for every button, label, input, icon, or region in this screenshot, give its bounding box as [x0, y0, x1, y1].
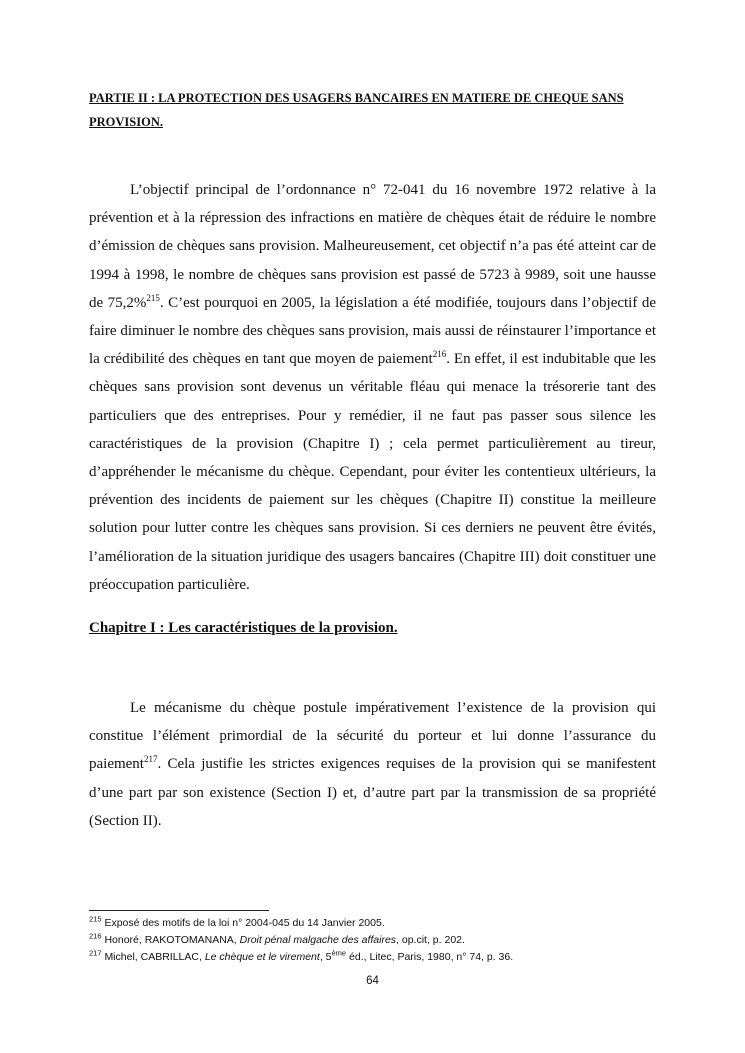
footnote-ref-215: 215	[146, 292, 160, 303]
page-number: 64	[366, 975, 379, 987]
footnote-217: $^{217}$ Michel, CABRILLAC, Le chèque et le virement, 5ème éd., Litec, Paris, 1980, n° 74, p. 36.	[89, 948, 514, 963]
footnotes	[89, 915, 689, 966]
footnote-ref-217: 217	[143, 754, 158, 765]
part-title	[89, 86, 656, 134]
chapter-paragraph: Le mécanisme du chèque postule impérativement l’existence de la provision qui constitue l’élément primordial de la sécurité du porteur et lui donne l’assurance du paiement$^{217}$. Cela justifie les strictes exigences requises de la provision qui se manifestent d’une part par son existence (Section I) et, d’autre part par la transmission de sa propriété (Section II).	[89, 700, 656, 829]
footnote-216: $^{216}$ Honoré, RAKOTOMANANA, Droit pénal malgache des affaires, op.cit, p. 202.	[89, 931, 465, 946]
footnote-215: $^{215}$ Exposé des motifs de la loi n° 2004-045 du 14 Janvier 2005.	[89, 914, 385, 929]
chapter-title: Chapitre I : Les caractéristiques de la provision.	[89, 620, 398, 636]
part-title-line-1: PARTIE II : LA PROTECTION DES USAGERS BANCAIRES EN MATIERE DE CHEQUE SANS	[89, 91, 624, 105]
footnote-ref-216: 216	[432, 349, 447, 360]
footnote-separator	[89, 910, 269, 911]
intro-paragraph: L’objectif principal de l’ordonnance n° 72-041 du 16 novembre 1972 relative à la prévention et à la répression des infractions en matière de chèques était de réduire le nombre d’émission de chèques sans provision. Malheureusement, cet objectif n’a pas été atteint car de 1994 à 1998, le nombre de chèques sans provision est passé de 5723 à 9989, soit une hausse de 75,2%$^{215}$. C’est pourquoi en 2005, la législation a été modifiée, toujours dans l’objectif de faire diminuer le nombre des chèques sans provision, mais aussi de réinstaurer l’importance et la crédibilité des chèques en tant que moyen de paiement$^{216}$. En effet, il est indubitable que les chèques sans provision sont devenus un véritable fléau qui menace la trésorerie tant des particuliers que des entreprises. Pour y remédier, il ne faut pas passer sous silence les caractéristiques de la provision (Chapitre I) ; cela permet particulièrement au tireur, d’appréhender le mécanisme du chèque. Cependant, pour éviter les contentieux ultérieurs, la prévention des incidents de paiement sur les chèques (Chapitre II) constitue la meilleure solution pour lutter contre les chèques sans provision. Si ces derniers ne peuvent être évités, l’amélioration de la situation juridique des usagers bancaires (Chapitre III) doit constituer une préoccupation particulière.	[89, 182, 657, 593]
part-title-line-2: PROVISION.	[89, 115, 163, 129]
